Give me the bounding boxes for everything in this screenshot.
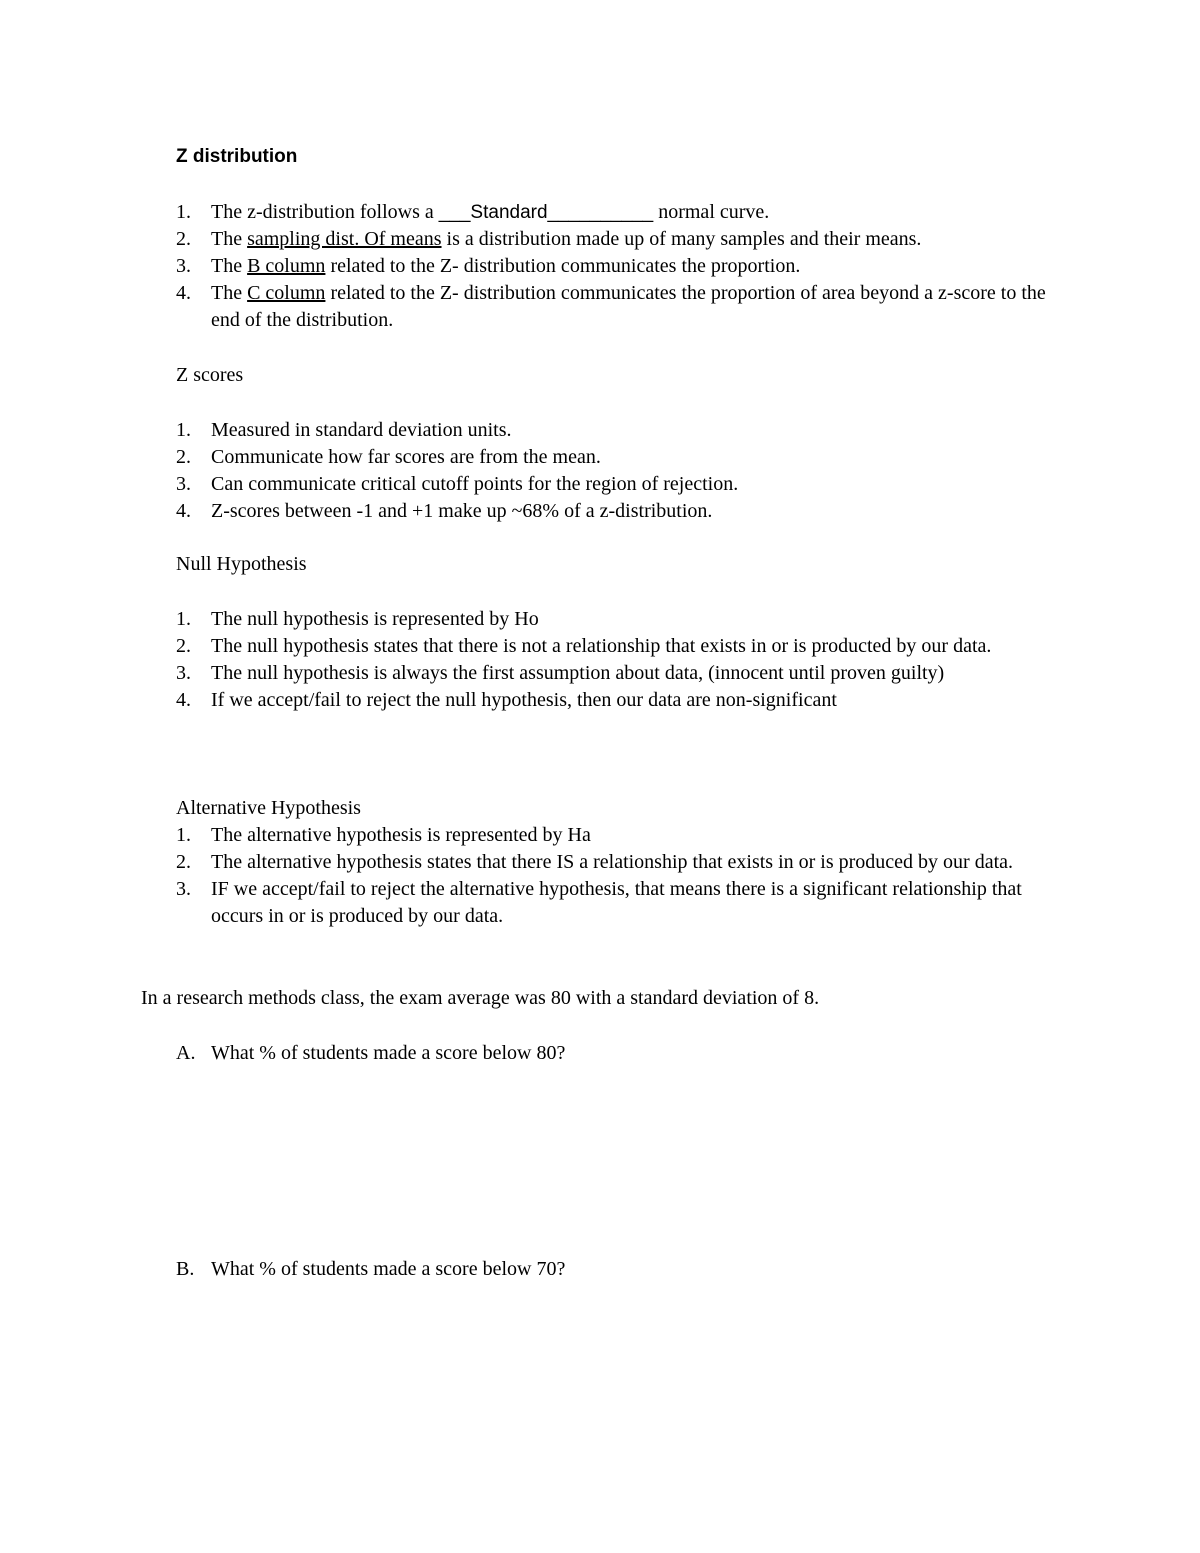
item-number: 2. xyxy=(176,635,191,657)
item-text: normal curve. xyxy=(653,201,770,223)
problem-statement: In a research methods class, the exam average was 80 with a standard deviation of 8. xyxy=(141,987,820,1009)
item-number: 1. xyxy=(176,201,191,223)
z-distribution-list xyxy=(176,199,1056,334)
list-item xyxy=(176,633,1056,660)
item-underlined-answer: sampling dist. Of means xyxy=(247,228,442,250)
list-item xyxy=(176,253,1056,280)
question-b xyxy=(176,1256,565,1283)
list-item xyxy=(176,606,1056,633)
list-item xyxy=(176,226,1056,253)
item-text: The null hypothesis states that there is not a relationship that exists in or is producted by our data. xyxy=(211,635,992,657)
list-item xyxy=(176,498,1056,525)
list-item xyxy=(176,849,1056,876)
item-text: Measured in standard deviation units. xyxy=(211,419,512,441)
item-text: The alternative hypothesis states that there IS a relationship that exists in or is produced by our data. xyxy=(211,851,1014,873)
item-text: The z-distribution follows a xyxy=(211,201,439,223)
item-number: 4. xyxy=(176,689,191,711)
question-label: B. xyxy=(176,1258,195,1280)
item-number: 3. xyxy=(176,473,191,495)
z-scores-heading: Z scores xyxy=(176,364,244,386)
z-scores-list xyxy=(176,417,1056,525)
list-item xyxy=(176,417,1056,444)
item-blank-answer: ___Standard__________ xyxy=(438,202,654,223)
item-text: If we accept/fail to reject the null hypothesis, then our data are non-significant xyxy=(211,689,837,711)
item-underlined-answer: B column xyxy=(247,255,326,277)
item-underlined-answer: C column xyxy=(247,282,326,304)
item-number: 2. xyxy=(176,228,191,250)
item-text: The null hypothesis is always the first assumption about data, (innocent until proven guilty) xyxy=(211,662,945,684)
item-number: 4. xyxy=(176,500,191,522)
list-item xyxy=(176,876,1056,930)
item-number: 4. xyxy=(176,282,191,304)
null-hypothesis-heading: Null Hypothesis xyxy=(176,553,307,575)
question-a xyxy=(176,1040,565,1067)
z-distribution-heading: Z distribution xyxy=(176,146,298,167)
alternative-hypothesis-list xyxy=(176,822,1056,930)
item-text: The null hypothesis is represented by Ho xyxy=(211,608,539,630)
item-number: 3. xyxy=(176,255,191,277)
list-item xyxy=(176,199,1056,226)
list-item xyxy=(176,687,1056,714)
item-text: The alternative hypothesis is represented by Ha xyxy=(211,824,591,846)
item-number: 1. xyxy=(176,824,191,846)
list-item xyxy=(176,660,1056,687)
list-item xyxy=(176,444,1056,471)
alternative-hypothesis-heading: Alternative Hypothesis xyxy=(176,797,361,819)
null-hypothesis-list xyxy=(176,606,1056,714)
question-label: A. xyxy=(176,1042,196,1064)
question-text: What % of students made a score below 80? xyxy=(211,1042,566,1064)
list-item xyxy=(176,280,1056,334)
item-number: 1. xyxy=(176,419,191,441)
question-text: What % of students made a score below 70? xyxy=(211,1258,566,1280)
item-text: IF we accept/fail to reject the alternative hypothesis, that means there is a significant relationship that occurs in or is produced by our data. xyxy=(211,878,1022,927)
item-text: is a distribution made up of many samples and their means. xyxy=(441,228,922,250)
item-text: related to the Z- distribution communicates the proportion. xyxy=(325,255,801,277)
item-text: Can communicate critical cutoff points for the region of rejection. xyxy=(211,473,739,495)
item-text: related to the Z- distribution communicates the proportion of area beyond a z-score to the end of the distribution. xyxy=(211,282,1046,331)
item-number: 3. xyxy=(176,662,191,684)
list-item xyxy=(176,471,1056,498)
item-number: 2. xyxy=(176,446,191,468)
item-text: The xyxy=(211,228,248,250)
item-number: 3. xyxy=(176,878,191,900)
item-text: The xyxy=(211,282,248,304)
item-text: Z-scores between -1 and +1 make up ~68% of a z-distribution. xyxy=(211,500,713,522)
item-number: 2. xyxy=(176,851,191,873)
item-text: The xyxy=(211,255,248,277)
item-number: 1. xyxy=(176,608,191,630)
list-item xyxy=(176,822,1056,849)
item-text: Communicate how far scores are from the mean. xyxy=(211,446,601,468)
